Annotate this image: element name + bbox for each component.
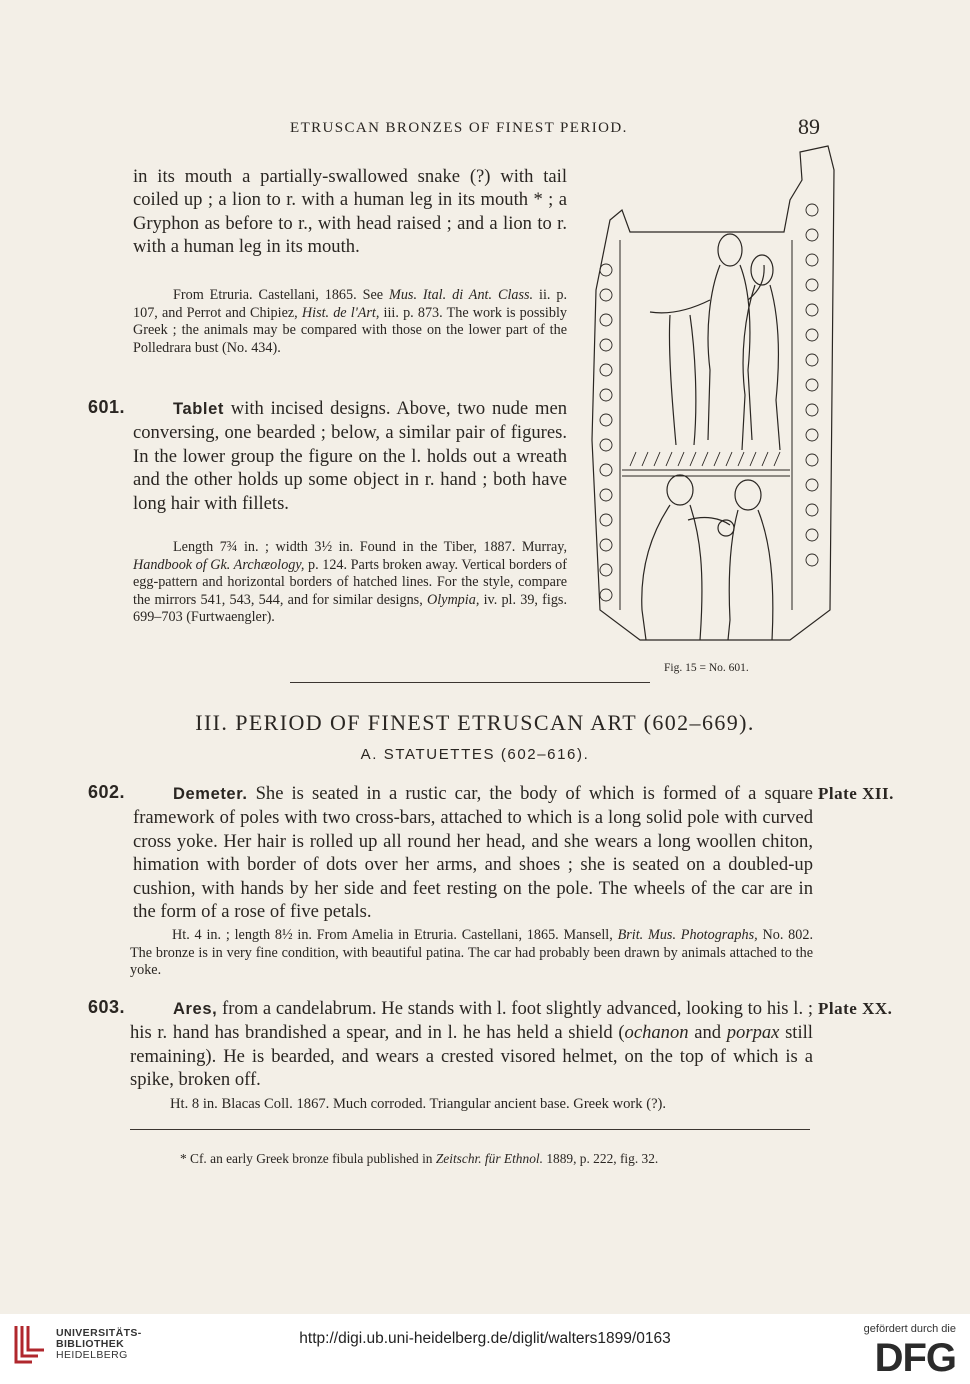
permalink-url[interactable]: http://digi.ub.uni-heidelberg.de/diglit/walters1899/0163 (299, 1330, 671, 1347)
entry-602-text: Demeter. She is seated in a rustic car, the body of which is formed of a square framework of poles with two cross-bars, attached to which is a long solid pole with curved cross yoke. Her hair is rolled up all round her head, and she wears a long woollen chiton, himation with border of dots over her arms, and shoes ; she is seated on a doubled-up cushion, with hands by her side and feet resting on the pole. The wheels of the car are in the form of a rose of five petals. (133, 783, 813, 923)
entry-603-note: Ht. 8 in. Blacas Coll. 1867. Much corroded. Triangular ancient base. Greek work (?). (170, 1096, 667, 1112)
entry-602-note: Ht. 4 in. ; length 8½ in. From Amelia in Etruria. Castellani, 1865. Mansell, Brit. Mus. Photographs, No. 802. The bronze is in very fine condition, with beautiful patina. The car had probably been drawn by animals attached to the yoke. (130, 927, 814, 979)
dfg-logo[interactable]: DFG (874, 1336, 956, 1380)
section-subtitle: A. STATUETTES (602–616). (360, 746, 590, 763)
funding-note: gefördert durch die (863, 1323, 956, 1335)
intro-note: From Etruria. Castellani, 1865. See Mus. Ital. di Ant. Class. ii. p. 107, and Perrot and Chipiez, Hist. de l'Art, iii. p. 873. The work is possibly Greek ; the animals may be compared with those on the lower part of the Polledrara bust (No. 434). (133, 287, 568, 356)
section-divider (290, 682, 650, 683)
entry-602-title: Demeter. (173, 785, 248, 803)
intro-paragraph: in its mouth a partially-swallowed snake (?) with tail coiled up ; a lion to r. with a human leg in its mouth * ; a Gryphon as before to r., with head raised ; and a lion to r. with a human leg in its mouth. (133, 166, 567, 258)
tablet-outline (592, 146, 834, 640)
entry-603-title: Ares, (173, 1000, 218, 1018)
plate-xx-label: Plate XX. (818, 999, 893, 1018)
footnote: * Cf. an early Greek bronze fibula published in Zeitschr. für Ethnol. 1889, p. 222, fig. 32. (180, 1151, 659, 1166)
page-header (130, 114, 820, 142)
entry-603-number: 603. (88, 997, 126, 1017)
incised-tablet-illustration (580, 140, 838, 655)
entry-601-number: 601. (88, 397, 126, 417)
figure-caption: Fig. 15 = No. 601. (664, 662, 749, 674)
entry-603-text: Ares, from a candelabrum. He stands with l. foot slightly advanced, looking to his l. ; his r. hand has brandished a spear, and in l. he has held a shield (ochanon and porpax still remaining). He is bearded, and wears a crested visored helmet, on the top of which is a spike, broken off. (130, 998, 813, 1091)
running-title: ETRUSCAN BRONZES OF FINEST PERIOD. (290, 120, 628, 136)
library-name[interactable]: UNIVERSITÄTS- BIBLIOTHEK HEIDELBERG (56, 1327, 142, 1361)
entry-601-title: Tablet (173, 400, 224, 418)
section-title: III. PERIOD OF FINEST ETRUSCAN ART (602–669). (195, 710, 755, 735)
entry-601-text: Tablet with incised designs. Above, two nude men conversing, one bearded ; below, a similar pair of figures. In the lower group the figure on the l. holds out a wreath and the other holds up some object in r. hand ; both have long hair with fillets. (133, 398, 567, 514)
entry-601-note: Length 7¾ in. ; width 3½ in. Found in the Tiber, 1887. Murray, Handbook of Gk. Archæology, p. 124. Parts broken away. Vertical borders of egg-pattern and horizontal borders of hatched lines. For the style, compare the mirrors 541, 543, 544, and for similar designs, Olympia, iv. pl. 39, figs. 699–703 (Furtwaengler). (133, 539, 567, 626)
digitization-footer (0, 1314, 970, 1384)
plate-xii-label: Plate XII. (818, 784, 894, 803)
page-number: 89 (798, 114, 820, 139)
entry-602-number: 602. (88, 782, 126, 802)
footnote-divider (130, 1129, 810, 1130)
